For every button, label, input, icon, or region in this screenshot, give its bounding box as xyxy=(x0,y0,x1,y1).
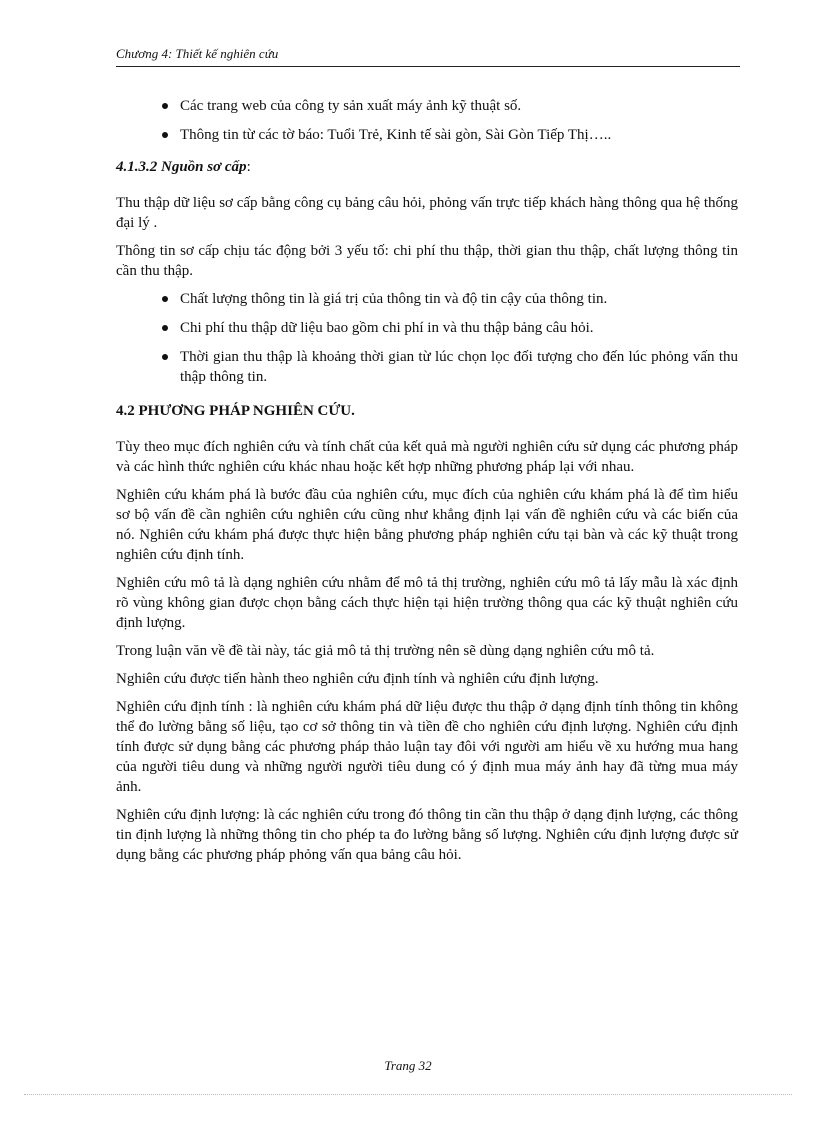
bullet-icon xyxy=(162,325,168,331)
page-break-divider xyxy=(24,1094,792,1095)
bullet-icon xyxy=(162,354,168,360)
paragraph: Nghiên cứu được tiến hành theo nghiên cứu định tính và nghiên cứu định lượng. xyxy=(116,671,599,687)
paragraph: Nghiên cứu định lượng: là các nghiên cứu trong đó thông tin cần thu thập ở dạng định lượng, các thông tin định lượng là những thông tin cho phép ta đo lường bằng số lượng. Nghiên cứu định lượng được sử dụng bằng các phương pháp phỏng vấn qua bảng câu hỏi. xyxy=(116,807,738,863)
paragraph: Tùy theo mục đích nghiên cứu và tính chất của kết quả mà người nghiên cứu sử dụng các phương pháp và các hình thức nghiên cứu khác nhau hoặc kết hợp những phương pháp lại với nhau. xyxy=(116,439,738,475)
section-heading-4132: 4.1.3.2 Nguồn sơ cấp: xyxy=(116,159,251,175)
bullet-icon xyxy=(162,103,168,109)
paragraph: Nghiên cứu mô tả là dạng nghiên cứu nhằm để mô tả thị trường, nghiên cứu mô tả lấy mẫu là xác định rõ vùng không gian được chọn bằng cách thực hiện tại hiện trường thông qua các kỹ thuật nghiên cứu định lượng. xyxy=(116,575,738,631)
factor-list xyxy=(116,289,738,387)
bullet-icon xyxy=(162,132,168,138)
page-content xyxy=(116,96,738,873)
page-number: Trang 32 xyxy=(384,1058,432,1073)
paragraph: Thu thập dữ liệu sơ cấp bằng công cụ bảng câu hỏi, phỏng vấn trực tiếp khách hàng thông qua hệ thống đại lý . xyxy=(116,195,738,231)
list-item: Các trang web của công ty sản xuất máy ảnh kỹ thuật số. xyxy=(116,96,738,116)
source-list xyxy=(116,96,738,145)
paragraph: Nghiên cứu định tính : là nghiên cứu khám phá dữ liệu được thu thập ở dạng định tính thông tin không thể đo lường bằng số liệu, tạo cơ sở thông tin và tiền đề cho nghiên cứu định lượng. Nghiên cứu định tính được sử dụng bằng các phương pháp thảo luận tay đôi với người am hiểu về xu hướng mua hang của người tiêu dung và những người người tiêu dung có ý định mua máy ảnh hay đã từng mua máy ảnh. xyxy=(116,699,738,795)
paragraph: Nghiên cứu khám phá là bước đầu của nghiên cứu, mục đích của nghiên cứu khám phá là để tìm hiểu sơ bộ vấn đề cần nghiên cứu nghiên cứu cũng như khẳng định lại vấn đề nghiên cứu và các biến của nó. Nghiên cứu khám phá được thực hiện bằng phương pháp nghiên cứu tại bàn và các kỹ thuật trong nghiên cứu định tính. xyxy=(116,487,738,563)
chapter-title: Chương 4: Thiết kế nghiên cứu xyxy=(116,46,279,61)
list-item: Thông tin từ các tờ báo: Tuổi Trẻ, Kinh tế sài gòn, Sài Gòn Tiếp Thị….. xyxy=(116,125,738,145)
page-footer xyxy=(0,1058,816,1074)
section-heading-42: 4.2 PHƯƠNG PHÁP NGHIÊN CỨU. xyxy=(116,403,355,419)
list-item: Chất lượng thông tin là giá trị của thông tin và độ tin cậy của thông tin. xyxy=(116,289,738,309)
list-item: Chi phí thu thập dữ liệu bao gồm chi phí in và thu thập bảng câu hỏi. xyxy=(116,318,738,338)
page-header xyxy=(116,46,740,67)
paragraph: Trong luận văn về đề tài này, tác giả mô tả thị trường nên sẽ dùng dạng nghiên cứu mô tả. xyxy=(116,643,655,659)
paragraph: Thông tin sơ cấp chịu tác động bởi 3 yếu tố: chi phí thu thập, thời gian thu thập, chất lượng thông tin cần thu thập. xyxy=(116,243,738,279)
list-item: Thời gian thu thập là khoảng thời gian từ lúc chọn lọc đối tượng cho đến lúc phỏng vấn thu thập thông tin. xyxy=(116,347,738,387)
bullet-icon xyxy=(162,296,168,302)
